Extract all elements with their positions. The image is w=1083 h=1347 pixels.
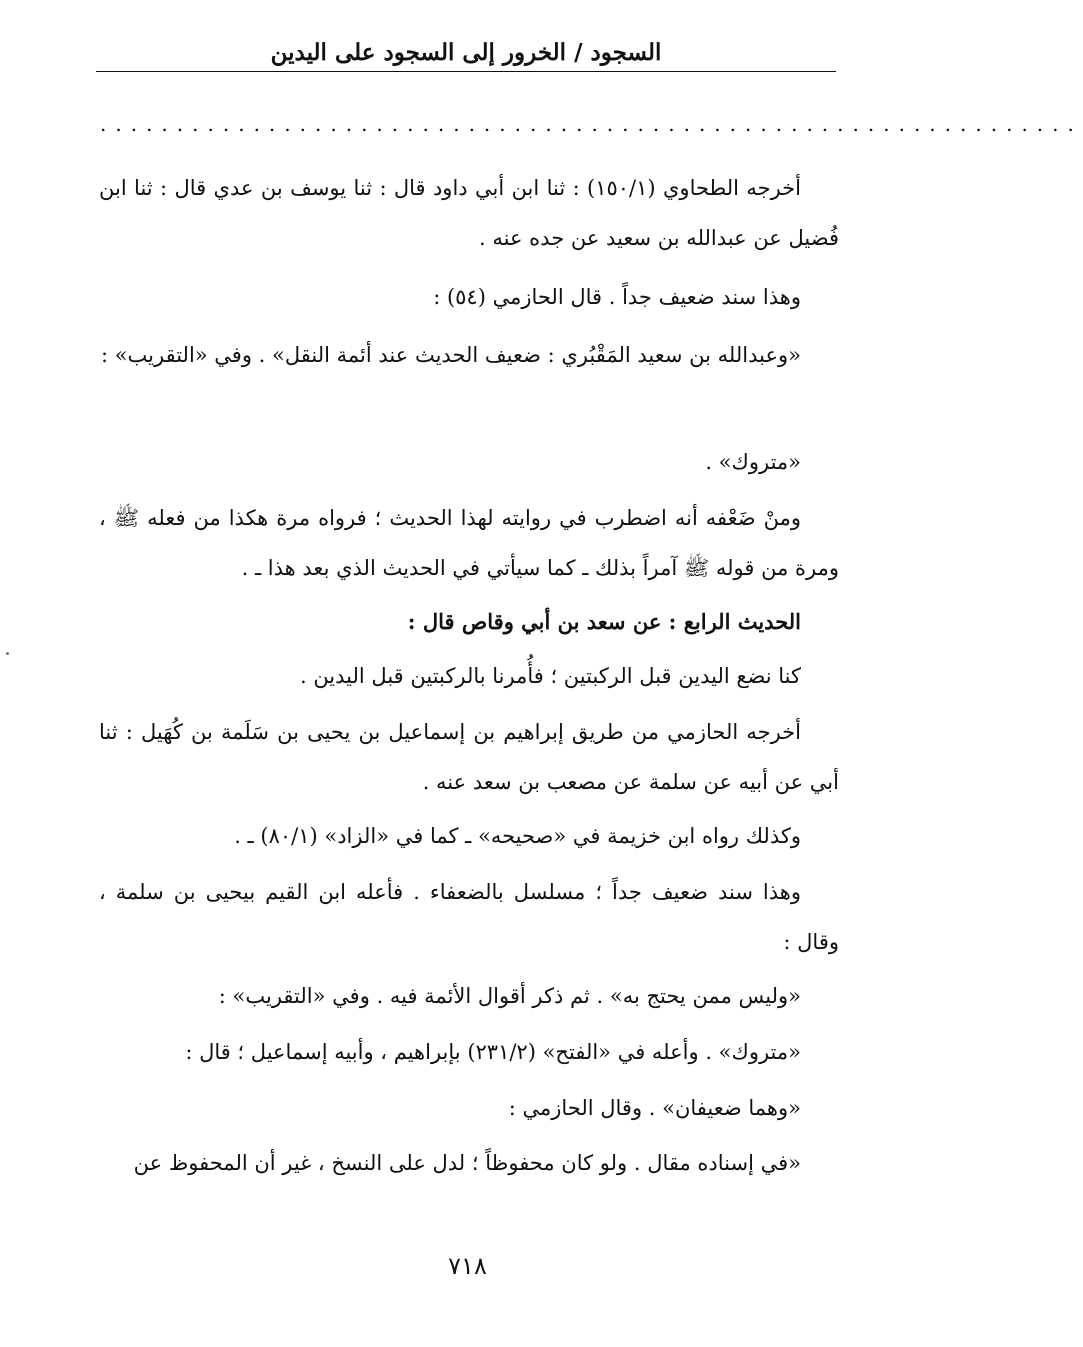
header-rule (96, 71, 836, 72)
running-header-title: السجود / الخرور إلى السجود على اليدين (270, 39, 662, 66)
paragraph-musalsal: وهذا سند ضعيف جداً ؛ مسلسل بالضعفاء . فأعله ابن القيم بيحيى بن سلمة ، وقال : (99, 880, 839, 954)
paragraph-fi-isnadihi: «في إسناده مقال . ولو كان محفوظاً ؛ لدل على النسخ ، غير أن المحفوظ عن (133, 1151, 801, 1175)
paragraph-takhrij-tahawi: أخرجه الطحاوي (١٥٠/١) : ثنا ابن أبي داود قال : ثنا يوسف بن عدي قال : ثنا ابن فُضيل عن عبدالله بن سعيد عن جده عنه . (99, 176, 839, 250)
page-number: ٧١٨ (448, 1252, 487, 1280)
paragraph-wahuma: «وهما ضعيفان» . وقال الحازمي : (508, 1096, 801, 1120)
heading-fourth-hadith: الحديث الرابع : عن سعد بن أبي وقاص قال : (407, 609, 801, 634)
paragraph-idtirab: ومنْ ضَعْفه أنه اضطرب في روايته لهذا الحديث ؛ فرواه مرة هكذا من فعله ﷺ ، ومرة من قوله ﷺ آمراً بذلك ـ كما سيأتي في الحديث الذي بعد هذا ـ . (99, 506, 839, 580)
paragraph-takhrij-hazimi: أخرجه الحازمي من طريق إبراهيم بن إسماعيل بن يحيى بن سَلَمة بن كُهَيل : ثنا أبي عن أبيه عن سلمة عن مصعب بن سعد عنه . (99, 720, 839, 794)
scan-speck (6, 652, 9, 655)
paragraph-hadith-text: كنا نضع اليدين قبل الركبتين ؛ فأُمرنا بالركبتين قبل اليدين . (299, 664, 801, 688)
paragraph-fath-ilal: «متروك» . وأعله في «الفتح» (٢٣١/٢) بإبراهيم ، وأبيه إسماعيل ؛ قال : (185, 1040, 801, 1064)
paragraph-ibn-khuzaymah: وكذلك رواه ابن خزيمة في «صحيحه» ـ كما في «الزاد» (٨٠/١) ـ . (234, 824, 801, 848)
paragraph-sanad-weak: وهذا سند ضعيف جداً . قال الحازمي (٥٤) : (433, 285, 801, 309)
paragraph-matruk-1: «متروك» . (705, 450, 801, 474)
paragraph-laysa-mimman: «وليس ممن يحتج به» . ثم ذكر أقوال الأئمة فيه . وفي «التقريب» : (218, 984, 801, 1008)
footnote-separator: ................................................................ (100, 112, 1083, 136)
paragraph-hazimi-quote: «وعبدالله بن سعيد المَقْبُري : ضعيف الحديث عند أئمة النقل» . وفي «التقريب» : (100, 343, 801, 367)
